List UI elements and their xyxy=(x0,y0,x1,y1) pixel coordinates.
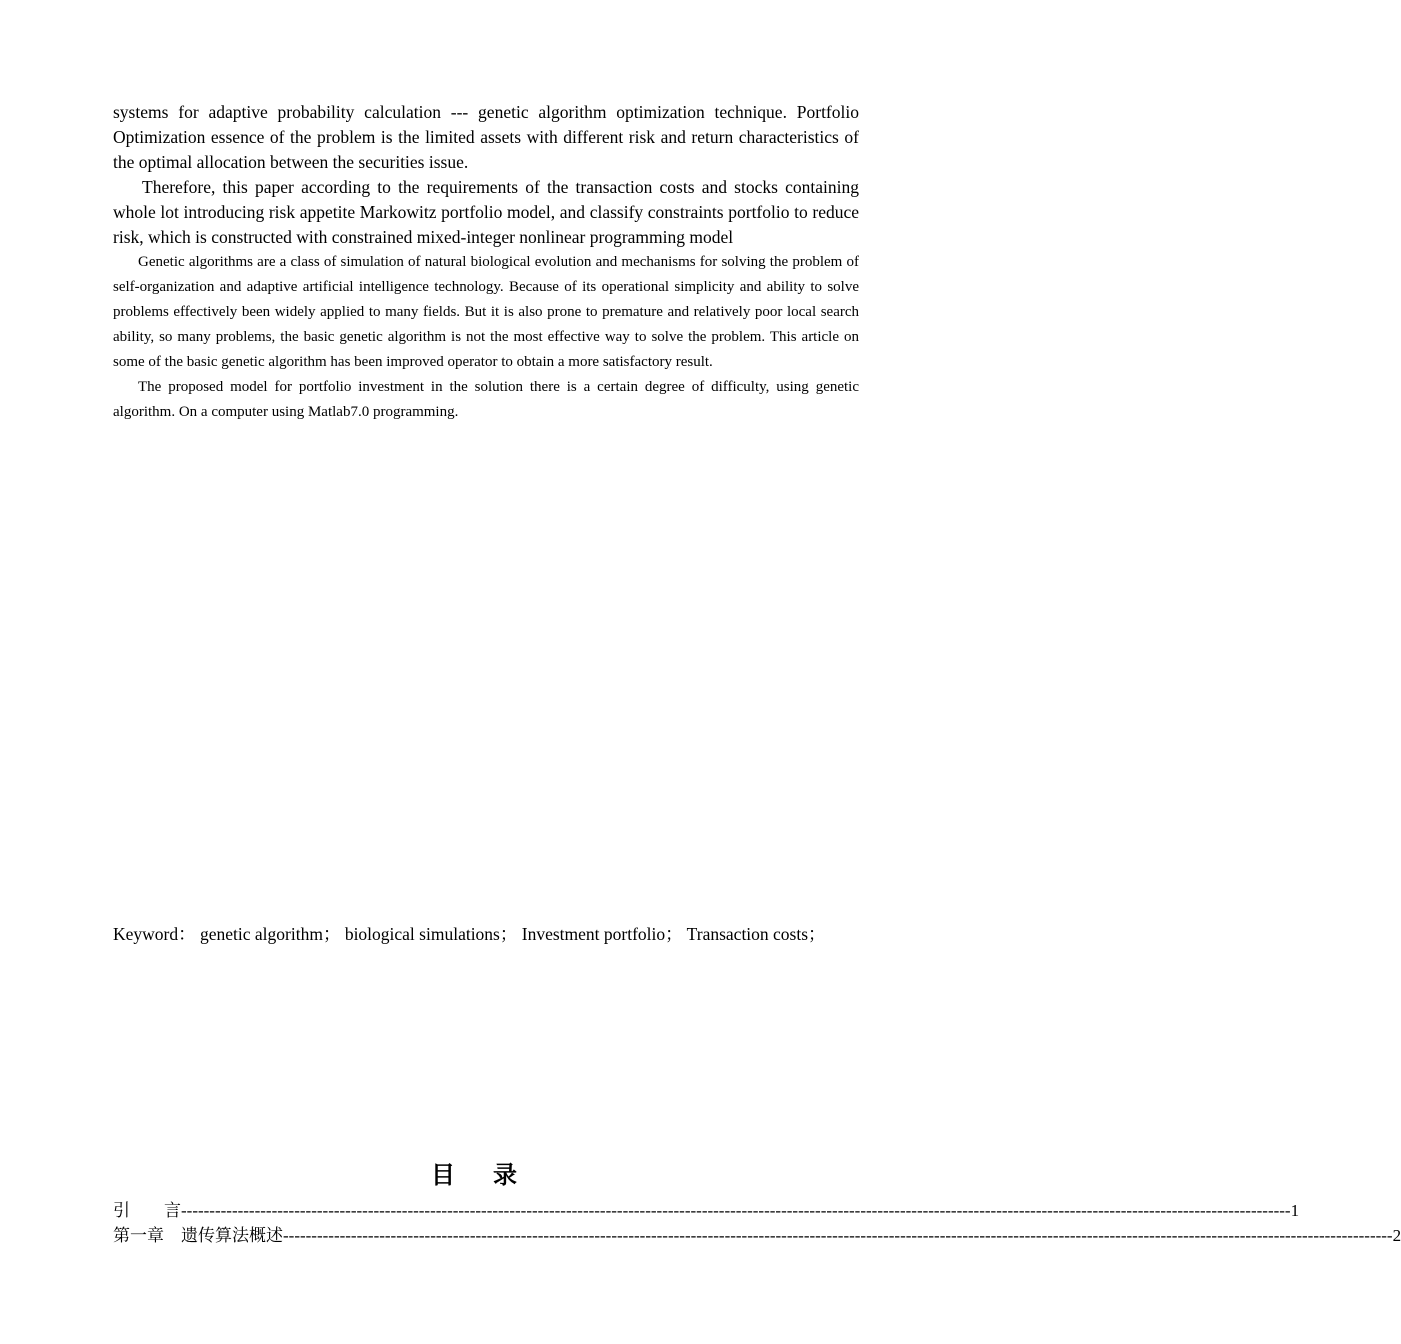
abstract-paragraph-3: Genetic algorithms are a class of simulation of natural biological evolution and mechanisms for solving the problem of self-organization and adaptive artificial intelligence technology. Because of its operational simplicity and ability to solve problems effectively been widely applied to many fields. But it is also prone to premature and relatively poor local search ability, so many problems, the basic genetic algorithm is not the most effective way to solve the problem. This article on some of the basic genetic algorithm has been improved operator to obtain a more satisfactory result. xyxy=(113,254,859,370)
toc-entry[interactable] xyxy=(113,1196,1300,1221)
toc-title xyxy=(0,1155,950,1190)
abstract-section xyxy=(113,100,859,425)
toc-leader: ---------------------------------------------------------------------------------------------------------------------------------------------------------------------------------------------------- xyxy=(283,1226,1393,1245)
abstract-paragraph-4: The proposed model for portfolio investment in the solution there is a certain degree of difficulty, using genetic algorithm. On a computer using Matlab7.0 programming. xyxy=(113,379,859,420)
toc-leader: ---------------------------------------------------------------------------------------------------------------------------------------------------------------------------------------------------- xyxy=(181,1201,1291,1220)
toc-title-left: 目 xyxy=(431,1161,457,1189)
toc-entry-page: 1 xyxy=(1290,1201,1300,1220)
table-of-contents xyxy=(113,1196,1401,1246)
toc-entry-label: 第一章 遗传算法概述 xyxy=(113,1226,283,1246)
abstract-paragraph-2: Therefore, this paper according to the requirements of the transaction costs and stocks containing whole lot introducing risk appetite Markowitz portfolio model, and classify constraints portfolio to reduce risk, which is constructed with constrained mixed-integer nonlinear programming model xyxy=(113,177,859,247)
toc-entry-page: 2 xyxy=(1392,1226,1401,1245)
toc-entry-label: 引 言 xyxy=(113,1201,181,1221)
toc-title-right: 录 xyxy=(493,1161,519,1189)
toc-entry[interactable] xyxy=(113,1221,1401,1246)
abstract-paragraph-1: systems for adaptive probability calculation --- genetic algorithm optimization technique. Portfolio Optimization essence of the problem is the limited assets with different risk and return characteristics of the optimal allocation between the securities issue. xyxy=(113,102,859,172)
keywords-line: Keyword： genetic algorithm； biological simulations； Investment portfolio； Transaction costs； xyxy=(113,924,826,944)
